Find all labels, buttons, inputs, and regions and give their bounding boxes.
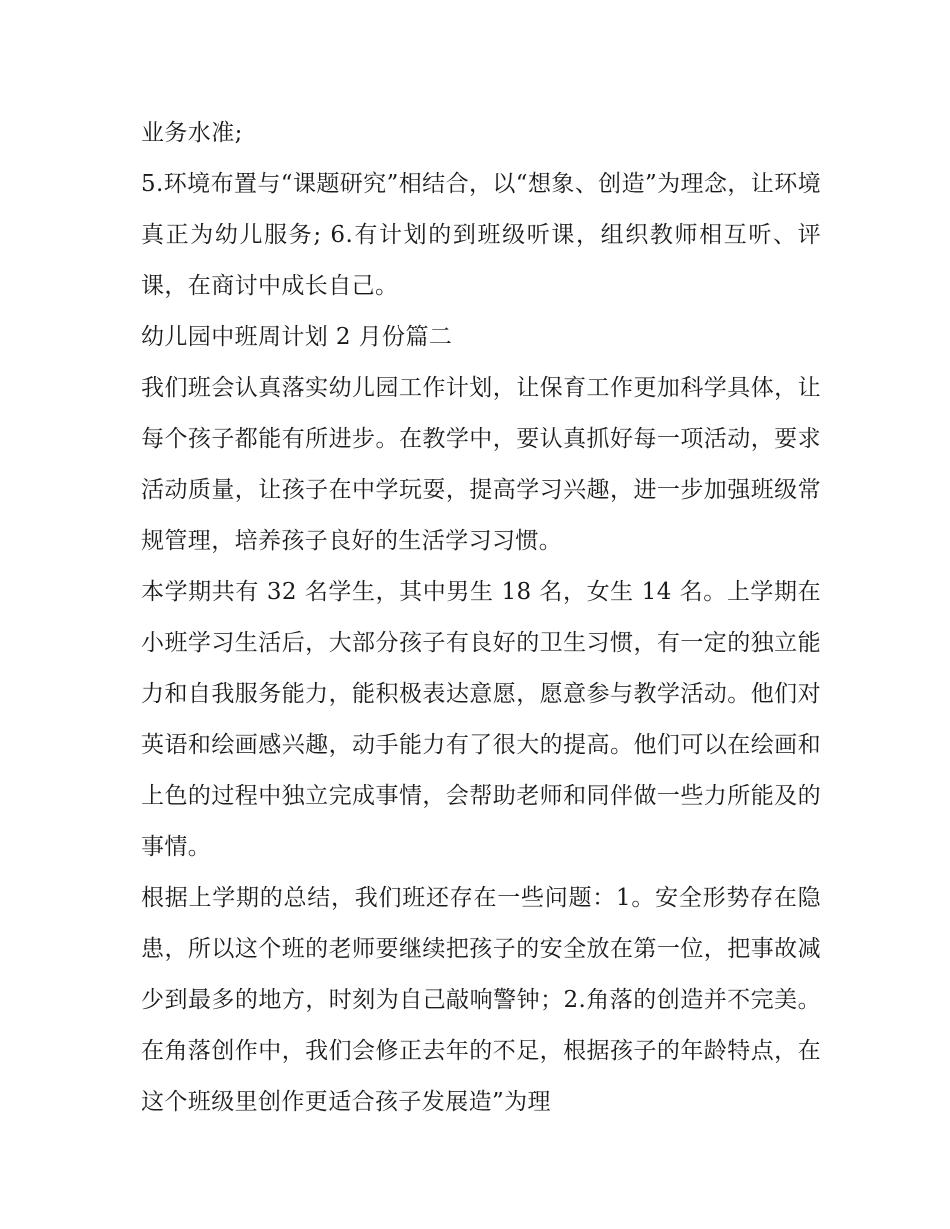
section-heading: 幼儿园中班周计划 2 月份篇二 (141, 324, 453, 350)
paragraph-4: 本学期共有 32 名学生，其中男生 18 名，女生 14 名。上学期在小班学习生活后，大部分孩子有良好的卫生习惯，有一定的独立能力和自我服务能力，能积极表达意愿，愿意参与教学活动。他们对英语和绘画感兴趣，动手能力有了很大的提高。他们可以在绘画和上色的过程中独立完成事情，会帮助老师和同伴做一些力所能及的事情。 (141, 579, 821, 860)
paragraph-2: 5.环境布置与“课题研究”相结合，以“想象、创造”为理念，让环境真正为幼儿服务; 6.有计划的到班级听课，组织教师相互听、评课，在商讨中成长自己。 (141, 171, 821, 299)
document-page (141, 108, 821, 1128)
paragraph-1: 业务水准; (141, 120, 243, 146)
paragraph-3: 我们班会认真落实幼儿园工作计划，让保育工作更加科学具体，让每个孩子都能有所进步。在教学中，要认真抓好每一项活动，要求活动质量，让孩子在中学玩耍，提高学习兴趣，进一步加强班级常规管理，培养孩子良好的生活学习习惯。 (141, 375, 821, 554)
paragraph-5: 根据上学期的总结，我们班还存在一些问题：1。安全形势存在隐患，所以这个班的老师要继续把孩子的安全放在第一位，把事故减少到最多的地方，时刻为自己敲响警钟；2.角落的创造并不完美。在角落创作中，我们会修正去年的不足，根据孩子的年龄特点，在这个班级里创作更适合孩子发展造”为理 (141, 885, 821, 1115)
